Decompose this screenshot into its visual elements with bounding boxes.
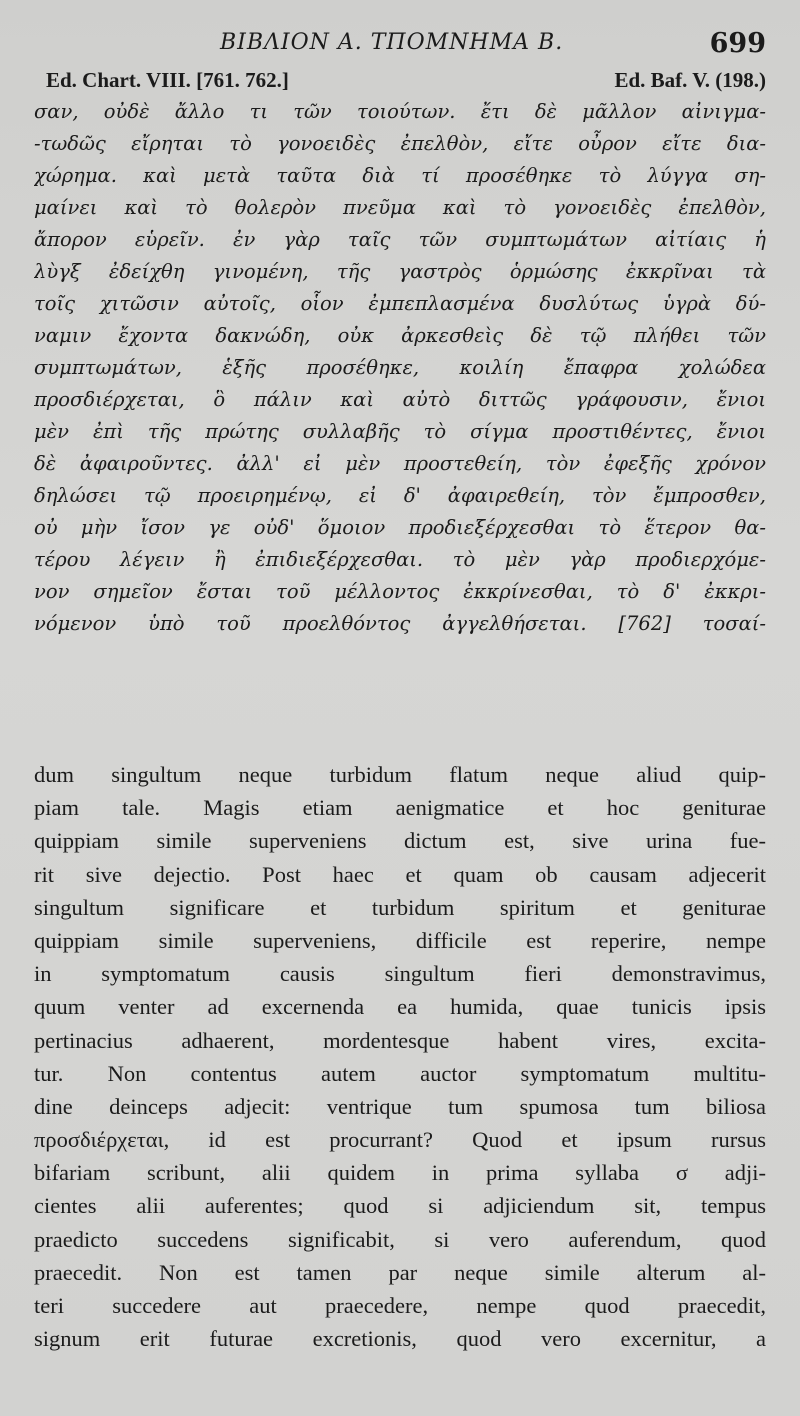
latin-line: in symptomatum causis singultum fieri demonstravimus, xyxy=(34,961,766,987)
latin-line: quippiam simile superveniens dictum est, sive urina fue- xyxy=(34,828,766,854)
latin-line: dum singultum neque turbidum flatum neque aliud quip- xyxy=(34,762,766,787)
page-number: 699 xyxy=(709,28,766,59)
greek-line: χώρημα. καὶ μετὰ ταῦτα διὰ τί προσέθηκε τὸ λύγγα ση- xyxy=(34,164,766,187)
greek-line: τοῖς χιτῶσιν αὐτοῖς, οἷον ἐμπεπλασμένα δυσλύτως ὑγρὰ δύ- xyxy=(34,292,766,315)
greek-line: μὲν ἐπὶ τῆς πρώτης συλλαβῆς τὸ σίγμα προστιθέντες, ἔνιοι xyxy=(34,420,766,443)
greek-line: μαίνει καὶ τὸ θολερὸν πνεῦμα καὶ τὸ γονοειδὲς ἐπελθὸν, xyxy=(34,196,766,219)
latin-translation-block xyxy=(34,758,766,1355)
latin-line: praecedit. Non est tamen par neque simile alterum al- xyxy=(34,1259,766,1285)
greek-line: νόμενον ὑπὸ τοῦ προελθόντος ἀγγελθήσεται. [762] τοσαί- xyxy=(34,612,766,635)
running-head xyxy=(0,30,800,60)
latin-line: singultum significare et turbidum spiritum et geniturae xyxy=(34,894,766,920)
greek-line: σαν, οὐδὲ ἄλλο τι τῶν τοιούτων. ἔτι δὲ μᾶλλον αἰνιγμα- xyxy=(34,100,766,123)
latin-line: dine deinceps adjecit: ventrique tum spumosa tum biliosa xyxy=(34,1093,766,1119)
latin-line: pertinacius adhaerent, mordentesque habent vires, excita- xyxy=(34,1027,766,1053)
greek-line: συμπτωμάτων, ἑξῆς προσέθηκε, κοιλίη ἔπαφρα χολώδεα xyxy=(34,356,766,379)
latin-line: rit sive dejectio. Post haec et quam ob causam adjecerit xyxy=(34,861,766,887)
greek-line: οὐ μὴν ἴσον γε οὐδ' ὅμοιον προδιεξέρχεσθαι τὸ ἕτερον θα- xyxy=(34,516,766,539)
latin-line: bifariam scribunt, alii quidem in prima syllaba σ adji- xyxy=(34,1160,766,1186)
latin-line: quippiam simile superveniens, difficile est reperire, nempe xyxy=(34,927,766,953)
greek-line: ναμιν ἔχοντα δακνώδη, οὐκ ἀρκεσθεὶς δὲ τῷ πλήθει τῶν xyxy=(34,324,766,347)
latin-line: quum venter ad excernenda ea humida, quae tunicis ipsis xyxy=(34,994,766,1020)
latin-line: προσδιέρχεται, id est procurrant? Quod et ipsum rursus xyxy=(34,1127,766,1153)
latin-line: praedicto succedens significabit, si vero auferendum, quod xyxy=(34,1226,766,1252)
greek-line: λὺγξ ἐδείχθη γινομένη, τῆς γαστρὸς ὁρμώσης ἐκκρῖναι τὰ xyxy=(34,260,766,283)
edition-basel-ref: Ed. Baf. V. (198.) xyxy=(614,68,766,92)
greek-line: δὲ ἀφαιροῦντες. ἀλλ' εἰ μὲν προστεθείη, τὸν ἐφεξῆς χρόνον xyxy=(34,452,766,475)
running-head-title: ΒΙΒΛΙΟΝ Α. ΤΠΟΜΝΗΜΑ Β. xyxy=(220,30,564,55)
greek-line: ἄπορον εὑρεῖν. ἐν γὰρ ταῖς τῶν συμπτωμάτων αἰτίαις ἡ xyxy=(34,228,766,251)
latin-line: signum erit futurae excretionis, quod vero excernitur, a xyxy=(34,1326,766,1352)
latin-line: cientes alii auferentes; quod si adjiciendum sit, tempus xyxy=(34,1193,766,1219)
greek-line: προσδιέρχεται, ὃ πάλιν καὶ αὐτὸ διττῶς γράφουσιν, ἔνιοι xyxy=(34,388,766,411)
greek-line: τέρου λέγειν ἢ ἐπιδιεξέρχεσθαι. τὸ μὲν γὰρ προδιερχόμε- xyxy=(34,548,766,571)
latin-line: tur. Non contentus autem auctor symptomatum multitu- xyxy=(34,1060,766,1086)
greek-line: νον σημεῖον ἔσται τοῦ μέλλοντος ἐκκρίνεσθαι, τὸ δ' ἐκκρι- xyxy=(34,580,766,603)
edition-reference-line xyxy=(46,68,766,94)
latin-line: teri succedere aut praecedere, nempe quod praecedit, xyxy=(34,1293,766,1318)
greek-line: δηλώσει τῷ προειρημένῳ, εἰ δ' ἀφαιρεθείη, τὸν ἔμπροσθεν, xyxy=(34,484,766,507)
edition-chartier-ref: Ed. Chart. VIII. [761. 762.] xyxy=(46,68,289,92)
greek-text-block xyxy=(34,96,766,640)
latin-line: piam tale. Magis etiam aenigmatice et hoc geniturae xyxy=(34,795,766,821)
greek-line: -τωδῶς εἴρηται τὸ γονοειδὲς ἐπελθὸν, εἴτε οὖρον εἴτε δια- xyxy=(34,132,766,155)
